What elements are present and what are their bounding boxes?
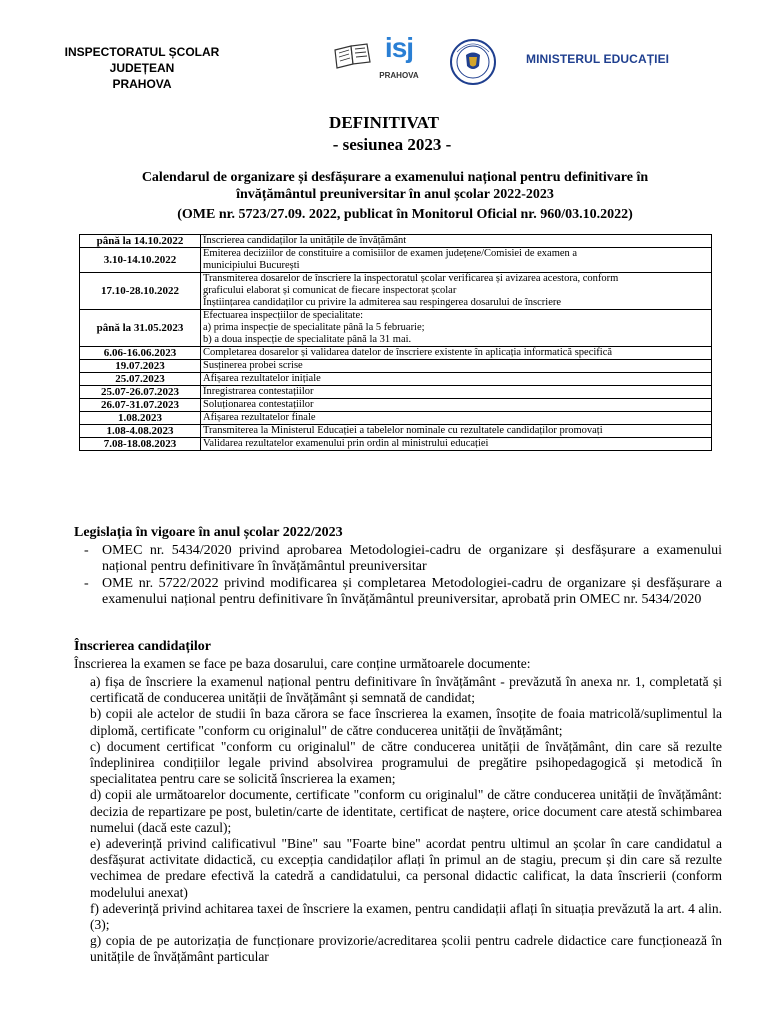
doc-session: - sesiunea 2023 - [332,135,452,154]
schedule-activity-line: Înștiințarea candidaților cu privire la admiterea sau respingerea dosarului de înscriere [203,297,562,308]
schedule-date: 1.08.2023 [80,412,201,425]
schedule-row [80,248,712,273]
schedule-activity [201,360,712,373]
registration-intro: Înscrierea la examen se face pe baza dosarului, care conține următoarele documente: [74,656,531,671]
calendar-title-line3: (OME nr. 5723/27.09. 2022, publicat în Monitorul Oficial nr. 960/03.10.2022) [177,207,633,222]
schedule-activity-line: graficului elaborat și comunicat de fiecare inspectorat școlar [203,285,457,296]
schedule-activity-line: Completarea dosarelor și validarea datelor de înscriere existente în aplicația informatică specifică [203,347,613,358]
schedule-row [80,399,712,412]
document-item: g) copia de pe autorizația de funcționare provizorie/acreditarea școlii pentru cadrele didactice care funcționează în unitățile de învățământ particular [90,933,722,965]
schedule-activity-line: a) prima inspecție de specialitate până la 5 februarie; [203,322,425,333]
legislation-item-text: OME nr. 5722/2022 privind modificarea și completarea Metodologiei-cadru de organizare și desfășurare a examenului național pentru definitivare în învățământul preuniversitar, aprobată prin OMEC nr. 5434/2020 [102,576,722,607]
schedule-table [79,234,712,451]
schedule-activity [201,412,712,425]
schedule-activity [201,373,712,386]
document-item: a) fișa de înscriere la examenul național pentru definitivare în învățământ - prevăzută în anexa nr. 1, completată și certificată de conducerea unității de învățământ și semnată de candidat; [90,674,722,706]
schedule-date: până la 31.05.2023 [80,310,201,347]
documents-list [90,674,722,966]
schedule-activity-line: Afișarea rezultatelor finale [203,412,316,423]
schedule-activity [201,248,712,273]
legislation-heading: Legislația în vigoare în anul școlar 2022/2023 [74,525,343,540]
government-seal-icon [449,38,497,86]
inspectorate-line1: INSPECTORATUL ȘCOLAR JUDEȚEAN [64,45,220,75]
doc-title: DEFINITIVAT [329,113,439,132]
schedule-date: 7.08-18.08.2023 [80,438,201,451]
isj-logo [374,32,424,88]
schedule-activity-line: municipiului București [203,260,300,271]
document-item: f) adeverință privind achitarea taxei de înscriere la examen, pentru candidații aflați în situația prevăzută la art. 4 alin. (3); [90,900,722,933]
schedule-date: 19.07.2023 [80,360,201,373]
registration-heading: Înscrierea candidaților [74,639,212,654]
schedule-activity-line: Validarea rezultatelor examenului prin ordin al ministrului educației [203,438,489,449]
isj-logo-subtitle: PRAHOVA [379,71,419,80]
schedule-activity [201,386,712,399]
schedule-row [80,386,712,399]
schedule-row [80,310,712,347]
schedule-activity [201,347,712,360]
calendar-title-line1: Calendarul de organizare și desfășurare a examenului național pentru definitivare în [141,170,649,185]
schedule-activity-line: b) a doua inspecție de specialitate până la 31 mai. [203,334,412,345]
schedule-row [80,373,712,386]
document-item: d) copii ale următoarelor documente, certificate "conform cu originalul" de către conducerea unității de învățământ: decizia de repartizare pe post, buletin/carte de identitate, certificat de naștere, orice document care atestă schimbarea numelui (dacă este cazul); [90,787,722,835]
schedule-date: 1.08-4.08.2023 [80,425,201,438]
schedule-row [80,412,712,425]
schedule-activity [201,438,712,451]
schedule-row [80,235,712,248]
schedule-activity-line: Soluționarea contestațiilor [203,399,314,410]
schedule-activity-line: Efectuarea inspecțiilor de specialitate: [203,310,364,321]
schedule-activity-line: Emiterea deciziilor de constituire a comisiilor de examen județene/Comisiei de examen a [203,248,578,259]
legislation-item-text: OMEC nr. 5434/2020 privind aprobarea Metodologiei-cadru de organizare și desfășurare a examenului național pentru definitivare în învățământul preuniversitar [102,543,722,574]
legislation-item: - OME nr. 5722/2022 privind modificarea și completarea Metodologiei-cadru de organizare și desfășurare a examenului național pentru definitivare în învățământul preuniversitar, aprobată prin OMEC nr. 5434/2020 [84,576,722,607]
schedule-activity-line: Înscrierea candidaților la unitățile de învățământ [203,235,407,246]
inspectorate-name [62,44,222,92]
document-item: b) copii ale actelor de studii în baza cărora se face înscrierea la examen, însoțite de foaia matricolă/suplimentul la diplomă, certificate "conform cu originalul" de către conducerea unității de învățământ; [90,706,722,738]
schedule-date: 25.07-26.07.2023 [80,386,201,399]
schedule-date: 6.06-16.06.2023 [80,347,201,360]
schedule-activity-line: Afișarea rezultatelor inițiale [203,373,321,384]
schedule-row [80,360,712,373]
schedule-activity [201,425,712,438]
ministry-name: MINISTERUL EDUCAȚIEI [526,52,670,66]
schedule-activity-line: Susținerea probei scrise [203,360,303,371]
schedule-activity [201,273,712,310]
document-item: c) document certificat "conform cu originalul" de către conducerea unității de învățământ, din care să rezulte îndeplinirea condițiilor legale privind absolvirea programului de pregătire psihopedagogică și metodică în specialitatea pentru care se solicită înscrierea la examen; [90,738,722,787]
inspectorate-line2: PRAHOVA [112,77,172,91]
schedule-row [80,438,712,451]
book-logo-icon [333,42,373,70]
schedule-activity [201,235,712,248]
calendar-title-line2: învățământul preuniversitar în anul școlar 2022-2023 [236,187,554,202]
schedule-date: 17.10-28.10.2022 [80,273,201,310]
schedule-row [80,347,712,360]
isj-logo-text: isj [384,32,414,63]
schedule-activity-line: Înregistrarea contestațiilor [203,386,314,397]
schedule-date: 26.07-31.07.2023 [80,399,201,412]
schedule-activity-line: Transmiterea la Ministerul Educației a tabelelor nominale cu rezultatele candidaților promovați [203,425,603,436]
legislation-item: - OMEC nr. 5434/2020 privind aprobarea Metodologiei-cadru de organizare și desfășurare a examenului național pentru definitivare în învățământul preuniversitar [84,543,722,574]
schedule-date: 3.10-14.10.2022 [80,248,201,273]
schedule-date: până la 14.10.2022 [80,235,201,248]
schedule-activity [201,399,712,412]
schedule-row [80,425,712,438]
schedule-date: 25.07.2023 [80,373,201,386]
schedule-row [80,273,712,310]
document-item: e) adeverință privind calificativul "Bine" sau "Foarte bine" acordat pentru ultimul an școlar în care candidatul a desfășurat activitate didactică, cu excepția candidaților aflați în primul an de stagiu, precum și din care să rezulte vechimea de predare efectivă la catedră a candidatului, ca personal didactic calificat, la data înscrierii (conform modelului anexat) [90,836,722,900]
schedule-activity-line: Transmiterea dosarelor de înscriere la inspectoratul școlar verificarea și avizarea acestora, conform [203,273,619,284]
schedule-activity [201,310,712,347]
